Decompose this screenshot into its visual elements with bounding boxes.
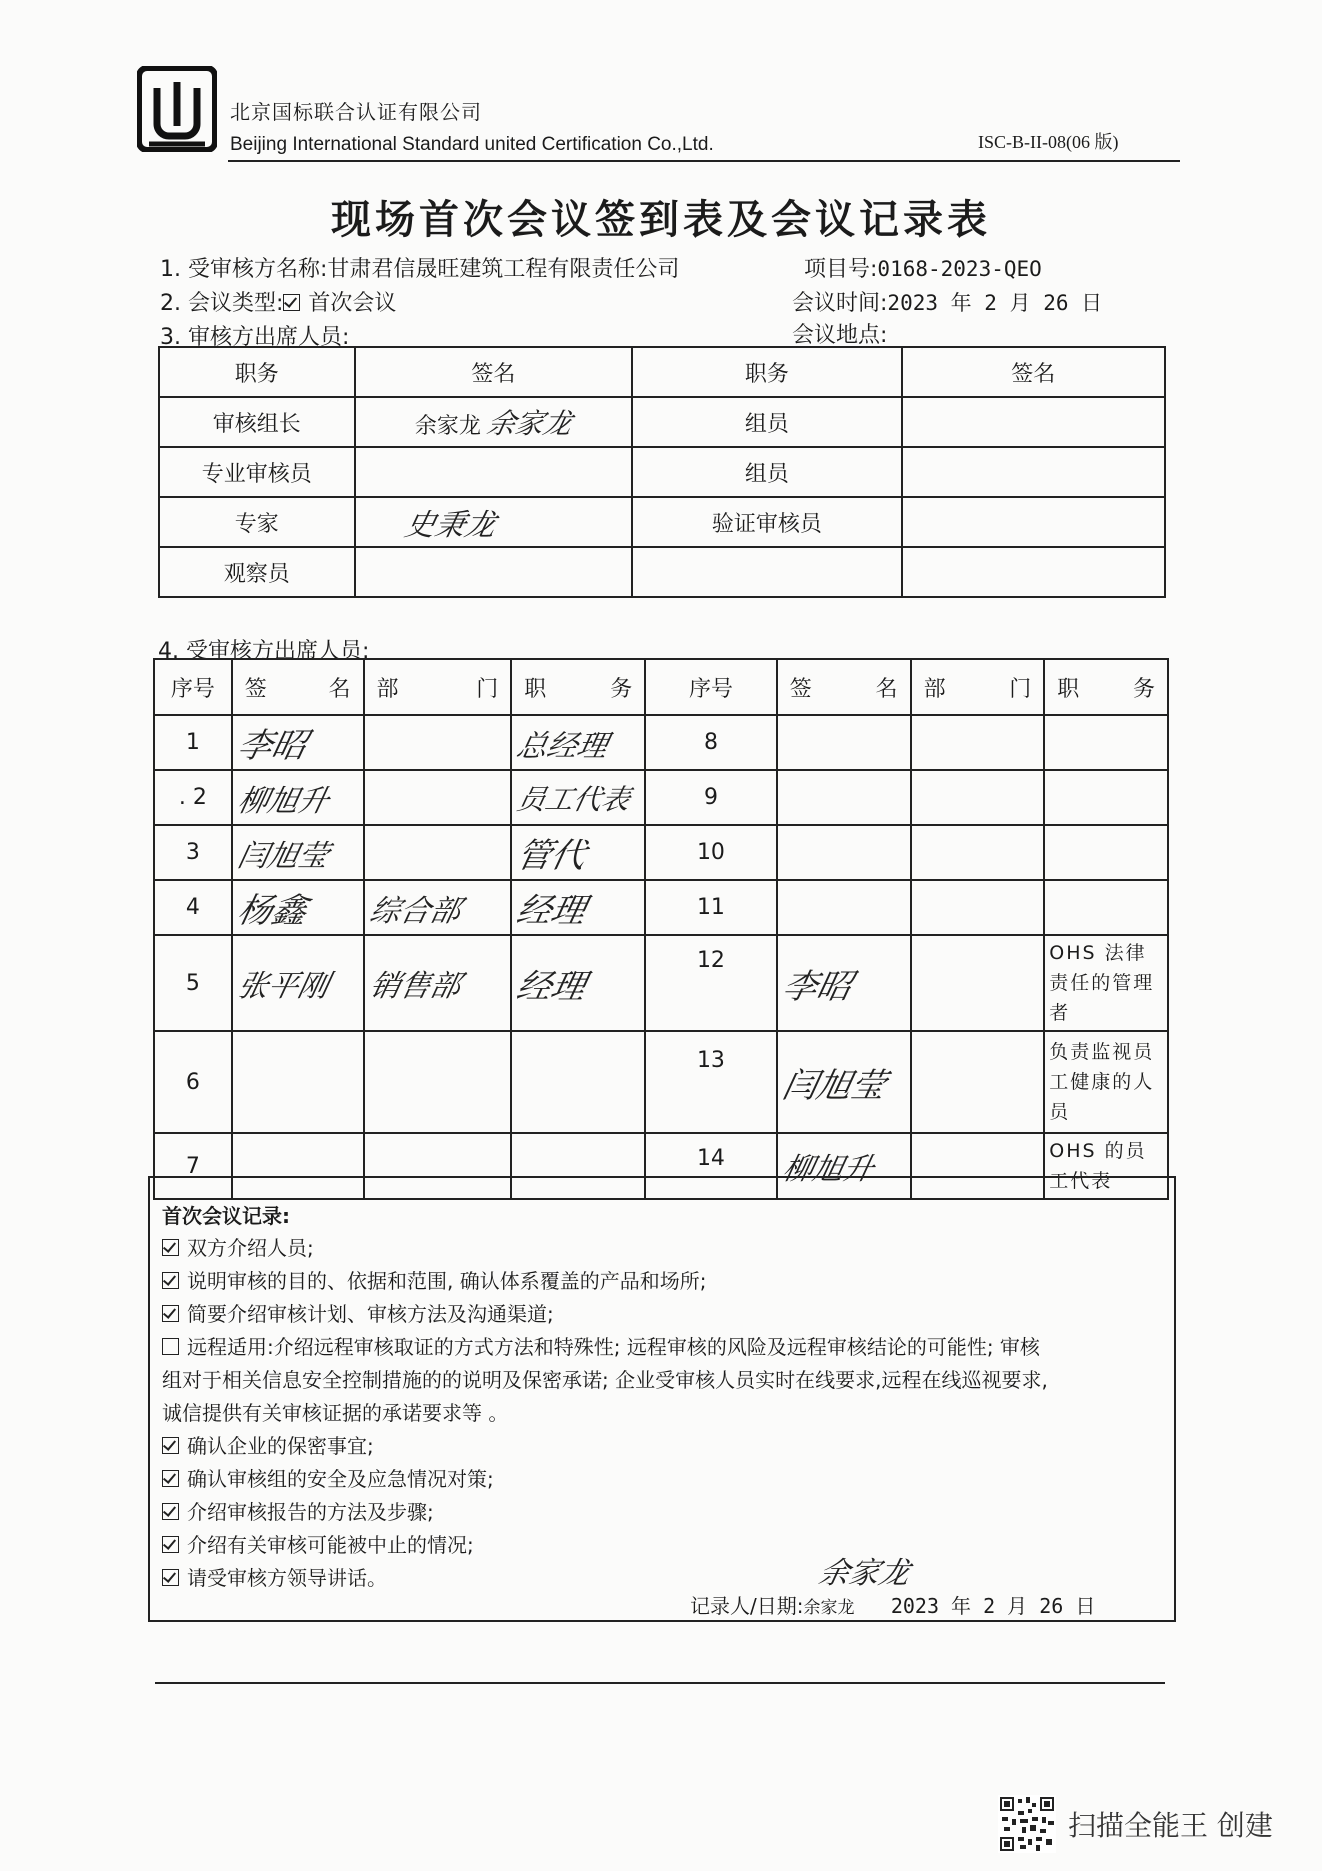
handwritten-signature: 柳旭升 <box>234 783 332 819</box>
department-cell <box>911 880 1045 935</box>
role-cell: 审核组长 <box>159 397 355 447</box>
handwritten-signature: 闫旭莹 <box>778 1065 890 1106</box>
table-row <box>154 935 1168 1031</box>
signature-cell <box>777 715 911 770</box>
position-cell <box>1044 825 1168 880</box>
seq-cell: 3 <box>154 825 232 880</box>
record-item-text: 确认企业的保密事宜; <box>187 1434 374 1458</box>
record-item-text: 介绍有关审核可能被中止的情况; <box>187 1533 474 1557</box>
record-item-text: 请受审核方领导讲话。 <box>187 1566 387 1590</box>
header-department <box>364 659 512 715</box>
meeting-type-label: 2. 会议类型: <box>160 291 284 316</box>
header-char: 部 <box>923 676 946 702</box>
handwritten-signature: 柳旭升 <box>779 1152 877 1187</box>
seq-cell: 8 <box>645 715 776 770</box>
signature-cell <box>355 397 633 447</box>
record-item-text: 双方介绍人员; <box>187 1236 314 1260</box>
seq-cell: 12 <box>645 935 776 1031</box>
handwritten-signature: 李昭 <box>778 966 856 1007</box>
table-row <box>154 1031 1168 1133</box>
meeting-location-label: 会议地点: <box>792 323 888 348</box>
signature-cell <box>777 770 911 825</box>
signature-cell <box>232 935 364 1031</box>
meeting-time-line <box>792 286 1102 317</box>
position-cell: OHS 法律责任的管理者 <box>1044 935 1168 1031</box>
meeting-type-line <box>160 286 396 317</box>
header-char: 门 <box>476 676 499 702</box>
seq-cell: 7 <box>154 1133 232 1199</box>
record-item-continuation: 诚信提供有关审核证据的承诺要求等 。 <box>162 1401 509 1425</box>
seq-cell: 9 <box>645 770 776 825</box>
header-char: 部 <box>376 676 399 702</box>
position-cell <box>1044 880 1168 935</box>
seq-cell: 14 <box>645 1133 776 1199</box>
handwritten-department: 综合部 <box>366 893 464 929</box>
header-signature: 签名 <box>902 347 1165 397</box>
signature-cell <box>355 447 633 497</box>
position-cell <box>1044 770 1168 825</box>
signature-cell <box>777 1031 911 1133</box>
signature-cell <box>777 935 911 1031</box>
department-cell <box>364 770 512 825</box>
department-cell <box>364 715 512 770</box>
record-item <box>162 1265 706 1294</box>
position-cell <box>511 1031 645 1133</box>
header-department <box>911 659 1045 715</box>
handwritten-signature: 余家龙 <box>484 407 576 440</box>
header-seq: 序号 <box>154 659 232 715</box>
record-item-text: 确认审核组的安全及应急情况对策; <box>187 1467 494 1491</box>
role-cell: 组员 <box>632 397 901 447</box>
department-cell <box>911 715 1045 770</box>
seq-cell: 13 <box>645 1031 776 1133</box>
handwritten-position: 经理 <box>513 966 590 1007</box>
signature-cell <box>355 547 633 597</box>
checkbox-checked-icon <box>162 1569 179 1586</box>
position-cell <box>511 770 645 825</box>
signature-cell <box>355 497 633 547</box>
page-title: 现场首次会议签到表及会议记录表 <box>331 197 991 243</box>
company-name-cn: 北京国标联合认证有限公司 <box>230 100 482 124</box>
project-number-label: 项目号: <box>804 257 878 282</box>
seq-cell: 11 <box>645 880 776 935</box>
position-cell <box>511 825 645 880</box>
auditor-attendance-table <box>158 346 1166 598</box>
header-char: 门 <box>1009 676 1032 702</box>
checkbox-checked-icon <box>162 1239 179 1256</box>
position-cell <box>511 715 645 770</box>
department-cell <box>364 935 512 1031</box>
auditee-attendees-label: 4. 受审核方出席人员: <box>158 639 370 664</box>
header-position <box>511 659 645 715</box>
signature-cell <box>232 880 364 935</box>
position-cell <box>1044 715 1168 770</box>
signature-cell <box>232 825 364 880</box>
checkbox-checked-icon <box>162 1536 179 1553</box>
department-cell <box>911 935 1045 1031</box>
header-signature <box>777 659 911 715</box>
handwritten-department: 销售部 <box>366 969 464 1004</box>
auditor-attendees-label: 3. 审核方出席人员: <box>160 325 350 350</box>
position-cell: 负责监视员工健康的人员 <box>1044 1031 1168 1133</box>
company-logo <box>137 66 217 152</box>
meeting-type-value: 首次会议 <box>308 291 397 316</box>
table-header-row <box>154 659 1168 715</box>
header-divider <box>228 160 1180 162</box>
header-seq: 序号 <box>645 659 776 715</box>
checkbox-checked-icon <box>162 1470 179 1487</box>
header-signature: 签名 <box>355 347 633 397</box>
checkbox-checked-icon <box>162 1503 179 1520</box>
table-row <box>159 447 1165 497</box>
checkbox-checked-icon <box>162 1437 179 1454</box>
header-char: 职 <box>1057 676 1080 702</box>
recorder-label: 记录人/日期: <box>690 1594 804 1618</box>
signature-cell <box>232 715 364 770</box>
signature-cell <box>232 1031 364 1133</box>
handwritten-signature: 杨鑫 <box>233 891 311 931</box>
department-cell <box>911 770 1045 825</box>
header-role: 职务 <box>159 347 355 397</box>
handwritten-position: 管代 <box>513 836 590 876</box>
record-item <box>162 1496 434 1525</box>
record-item <box>162 1463 494 1492</box>
role-cell <box>632 547 901 597</box>
meeting-time-value: 2023 年 2 月 26 日 <box>887 291 1103 315</box>
seq-cell: 5 <box>154 935 232 1031</box>
document-code: ISC-B-II-08(06 版) <box>978 132 1119 152</box>
table-row <box>154 715 1168 770</box>
position-cell <box>511 880 645 935</box>
header-char: 务 <box>610 676 633 702</box>
role-cell: 组员 <box>632 447 901 497</box>
record-item-text: 远程适用:介绍远程审核取证的方式方法和特殊性; 远程审核的风险及远程审核结论的可能性; 审核 <box>187 1335 1040 1359</box>
signature-cell <box>902 497 1165 547</box>
handwritten-position: 总经理 <box>513 728 612 764</box>
meeting-time-label: 会议时间: <box>792 291 888 316</box>
position-cell: OHS 的员工代表 <box>1044 1133 1168 1199</box>
handwritten-position: 员工代表 <box>514 782 634 816</box>
record-item <box>162 1232 314 1261</box>
table-header-row <box>159 347 1165 397</box>
signature-cell <box>232 770 364 825</box>
header-char: 职 <box>524 676 547 702</box>
recorder-signature <box>815 1548 913 1592</box>
header-char: 签 <box>244 676 267 702</box>
seq-cell: 10 <box>645 825 776 880</box>
handwritten-signature: 史秉龙 <box>401 508 499 543</box>
record-date: 2023 年 2 月 26 日 <box>890 1594 1096 1618</box>
header-role: 职务 <box>632 347 901 397</box>
department-cell <box>364 1031 512 1133</box>
table-row <box>159 547 1165 597</box>
company-name-en: Beijing International Standard united Certification Co.,Ltd. <box>230 134 714 155</box>
checkbox-checked-icon <box>162 1305 179 1322</box>
meeting-record-box <box>148 1176 1176 1622</box>
handwritten-signature: 李昭 <box>233 726 311 766</box>
role-cell: 专业审核员 <box>159 447 355 497</box>
header-position <box>1044 659 1168 715</box>
record-item <box>162 1331 1040 1360</box>
seq-cell: 4 <box>154 880 232 935</box>
record-item-text: 介绍审核报告的方法及步骤; <box>187 1500 434 1524</box>
recorder-line <box>690 1590 1095 1619</box>
printed-name: 余家龙 <box>414 414 481 439</box>
record-title: 首次会议记录: <box>162 1204 290 1228</box>
role-cell: 观察员 <box>159 547 355 597</box>
record-item <box>162 1529 474 1558</box>
seq-cell: . 2 <box>154 770 232 825</box>
qr-code-icon <box>998 1795 1056 1853</box>
signature-cell <box>777 880 911 935</box>
table-row <box>154 825 1168 880</box>
auditee-name-value: 甘肃君信晟旺建筑工程有限责任公司 <box>327 257 680 282</box>
checkbox-checked-icon <box>162 1272 179 1289</box>
handwritten-signature: 张平刚 <box>234 969 332 1004</box>
handwritten-position: 经理 <box>513 891 590 931</box>
table-row <box>154 880 1168 935</box>
department-cell <box>364 825 512 880</box>
recorder-name: 余家龙 <box>803 1598 855 1618</box>
seq-cell: 1 <box>154 715 232 770</box>
signature-cell <box>902 447 1165 497</box>
header-char: 务 <box>1132 676 1155 702</box>
auditee-name-label: 1. 受审核方名称: <box>160 257 328 282</box>
record-item-continuation: 组对于相关信息安全控制措施的的说明及保密承诺; 企业受审核人员实时在线要求,远程在线巡视要求, <box>162 1368 1048 1392</box>
seq-cell: 6 <box>154 1031 232 1133</box>
project-number-line <box>804 252 1042 283</box>
signature-cell <box>902 397 1165 447</box>
header-char: 名 <box>875 676 898 702</box>
header-char: 名 <box>328 676 351 702</box>
department-cell <box>364 880 512 935</box>
record-item <box>162 1298 554 1327</box>
record-item-text: 说明审核的目的、依据和范围, 确认体系覆盖的产品和场所; <box>187 1269 707 1293</box>
department-cell <box>911 1031 1045 1133</box>
record-item <box>162 1562 387 1591</box>
role-cell: 专家 <box>159 497 355 547</box>
signature-cell <box>902 547 1165 597</box>
position-cell <box>511 935 645 1031</box>
record-item-text: 简要介绍审核计划、审核方法及沟通渠道; <box>187 1302 554 1326</box>
department-cell <box>911 825 1045 880</box>
footer-divider <box>155 1682 1165 1684</box>
meeting-type-checkbox <box>283 294 300 311</box>
auditee-name-line <box>160 252 679 283</box>
table-row <box>159 397 1165 447</box>
header-char: 签 <box>789 676 812 702</box>
scanner-watermark: 扫描全能王 创建 <box>1068 1809 1273 1842</box>
project-number-value: 0168-2023-QEO <box>877 257 1042 281</box>
header-signature <box>232 659 364 715</box>
handwritten-signature: 闫旭莹 <box>234 838 332 874</box>
table-row <box>154 770 1168 825</box>
record-item <box>162 1430 374 1459</box>
handwritten-signature: 余家龙 <box>815 1556 913 1591</box>
checkbox-empty-icon <box>162 1338 179 1355</box>
signature-cell <box>777 825 911 880</box>
role-cell: 验证审核员 <box>632 497 901 547</box>
table-row <box>159 497 1165 547</box>
auditee-attendance-table <box>153 658 1169 1200</box>
